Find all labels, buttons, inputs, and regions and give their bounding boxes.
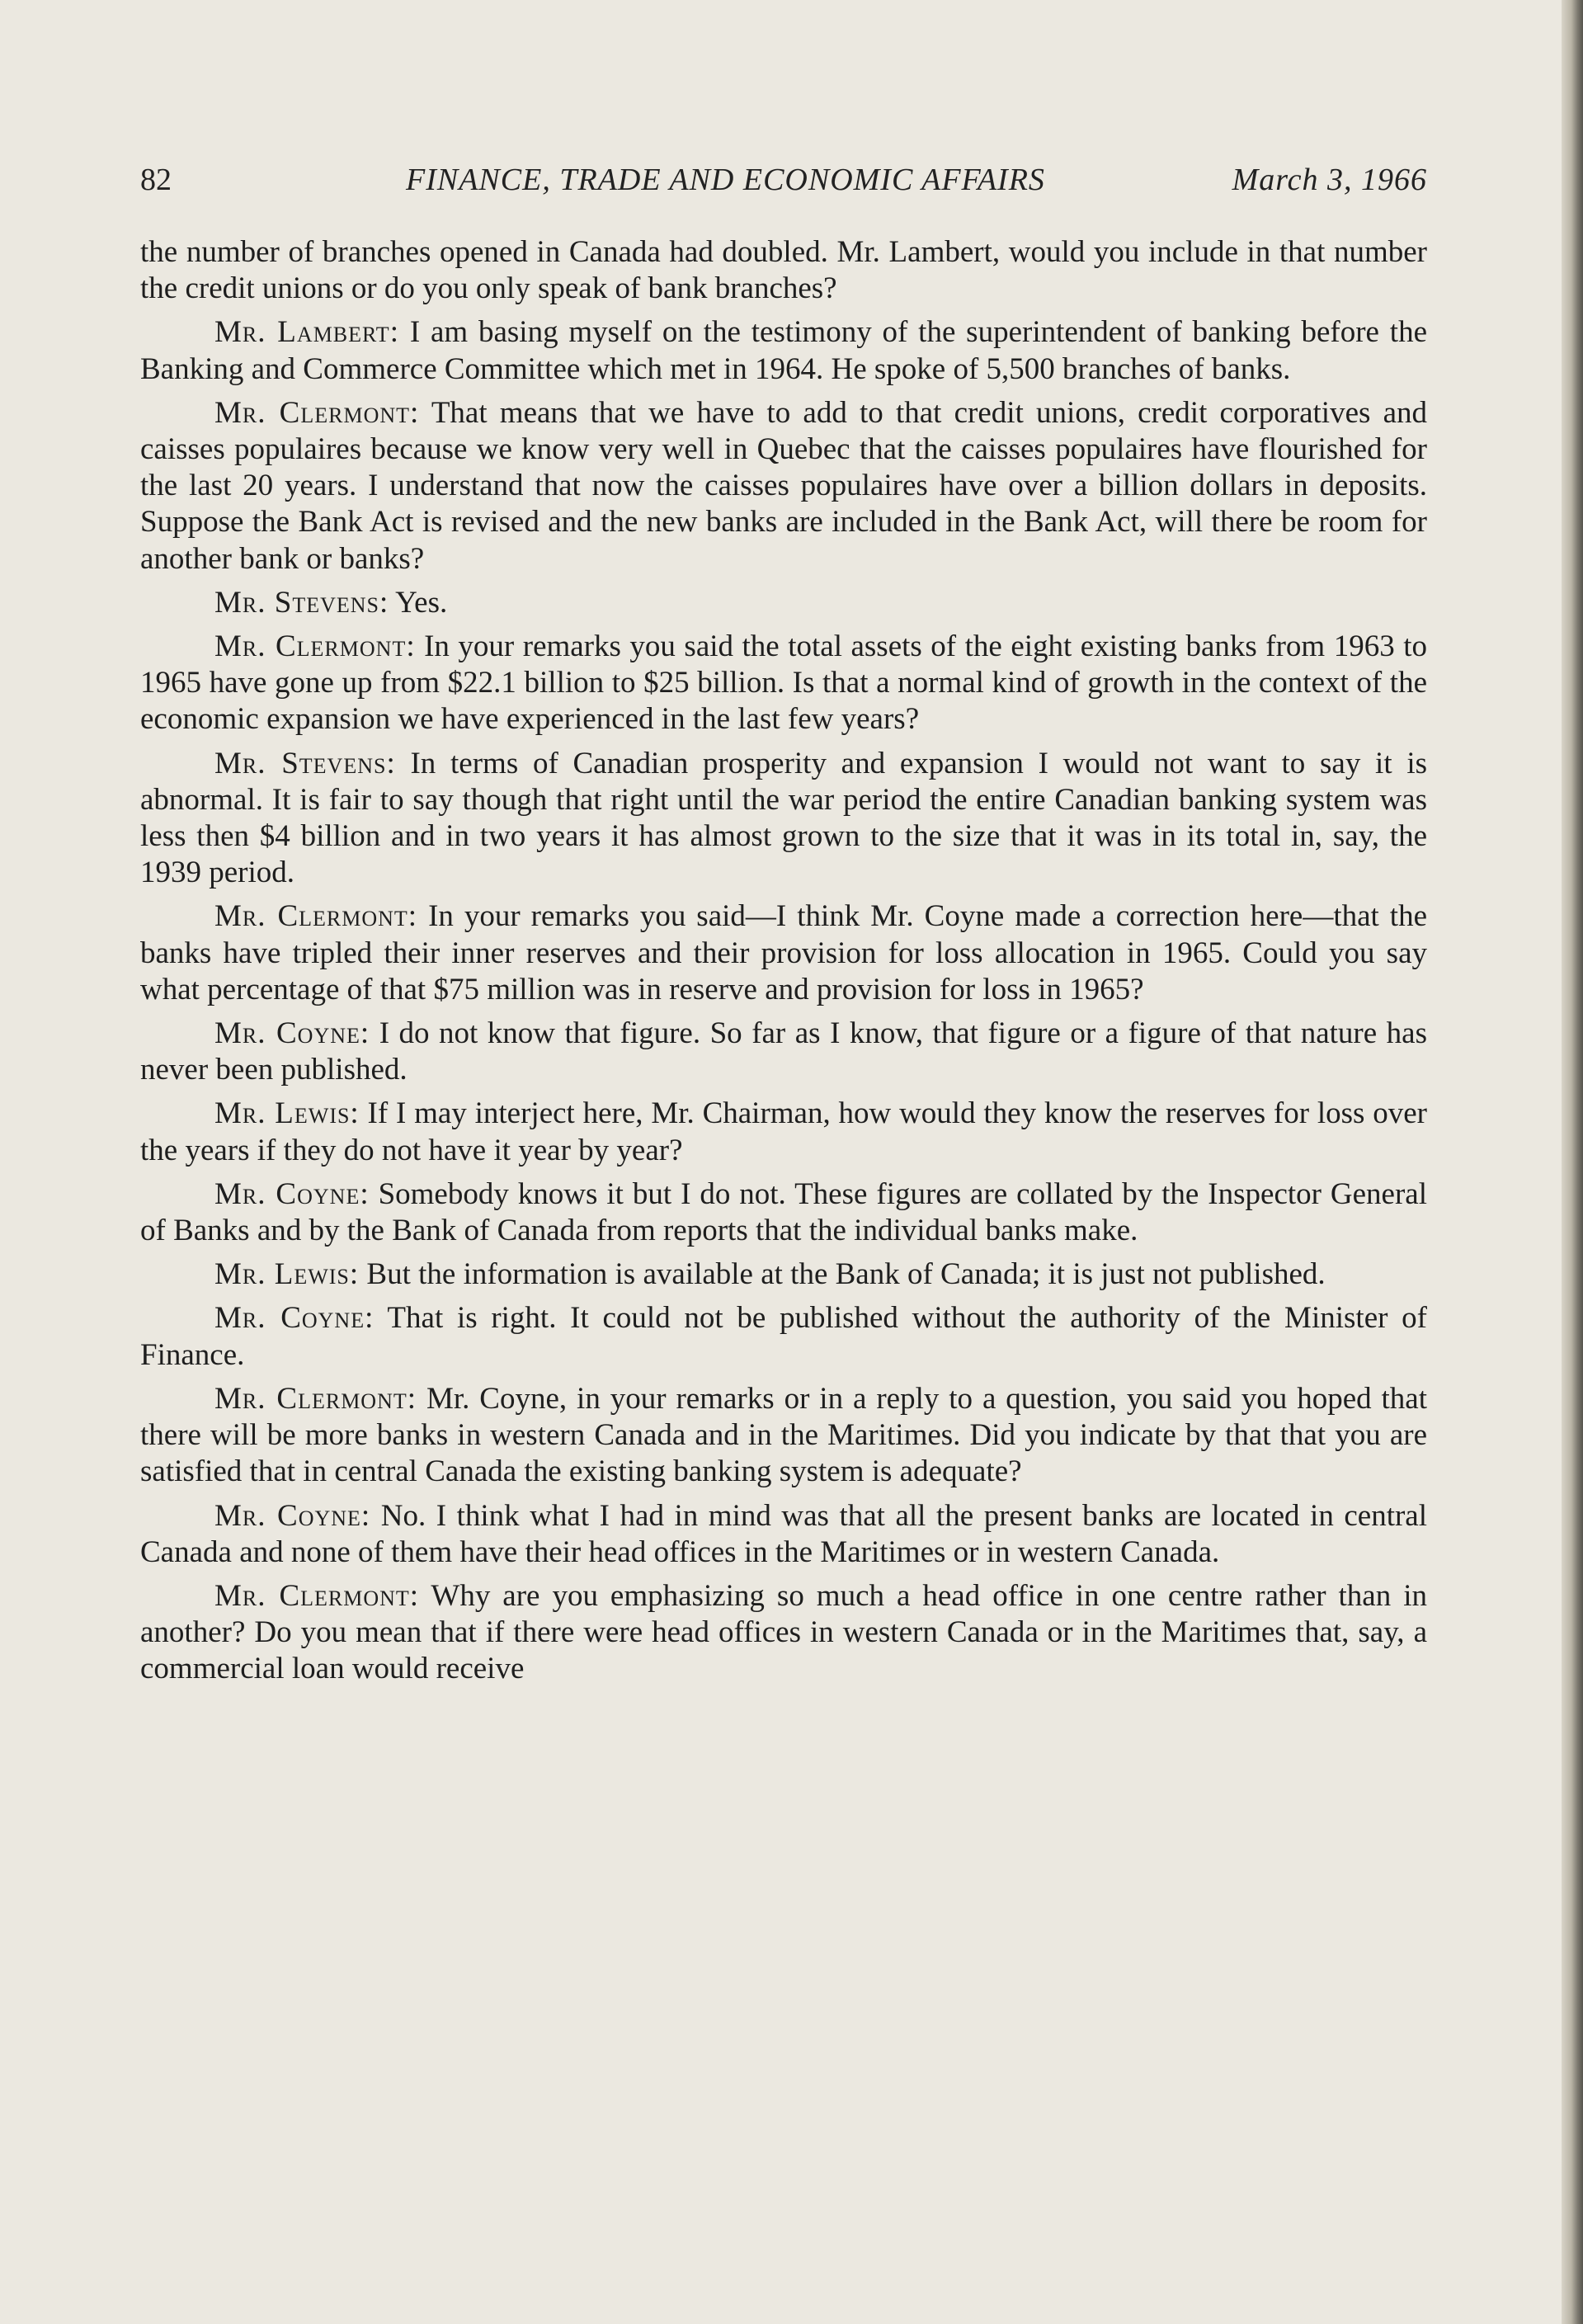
paragraph-text: I do not know that figure. So far as I know, that figure or a figure of that nature has never been published. <box>140 1016 1427 1087</box>
paragraph-text: No. I think what I had in mind was that all the present banks are located in central Canada and none of them have their head offices in the Maritimes or in western Canada. <box>140 1498 1428 1569</box>
paragraph <box>140 585 1427 621</box>
paragraph <box>140 746 1427 892</box>
speaker-name: Mr. Coyne: <box>214 1498 371 1533</box>
speaker-name: Mr. Stevens: <box>214 585 389 620</box>
page-number: 82 <box>140 163 172 197</box>
paragraph-text: Somebody knows it but I do not. These figures are collated by the Inspector General of Banks and by the Bank of Canada from reports that the individual banks make. <box>140 1176 1427 1248</box>
paragraph-text: That means that we have to add to that credit unions, credit corporatives and caisses populaires because we know very well in Quebec that the caisses populaires have flourished for the last 20 years. I understand that now the caisses populaires have over a billion dollars in deposits. Suppose the Bank Act is revised and the new banks are included in the Bank Act, will there be room for another bank or banks? <box>140 395 1428 576</box>
paragraph-text: Yes. <box>395 585 448 620</box>
header-date: March 3, 1966 <box>1232 163 1427 197</box>
speaker-name: Mr. Lewis: <box>214 1257 360 1292</box>
paragraph <box>140 1300 1427 1373</box>
transcript-body <box>140 234 1427 1695</box>
speaker-name: Mr. Clermont: <box>214 1578 420 1613</box>
paragraph <box>140 395 1427 577</box>
paragraph-text: Why are you emphasizing so much a head office in one centre rather than in another? Do you mean that if there were head offices in western Canada or in the Maritimes that, say, a commercial loan would receive <box>140 1578 1427 1686</box>
paragraph <box>140 1096 1427 1168</box>
page-header <box>140 162 1427 203</box>
paragraph <box>140 629 1427 738</box>
speaker-name: Mr. Lewis: <box>214 1096 360 1131</box>
paragraph-text: In terms of Canadian prosperity and expansion I would not want to say it is abnormal. It is fair to say though that right until the war period the entire Canadian banking system was less then $4 billion and in two years it has almost grown to the size that it was in its total in, say, the 1939 period. <box>140 746 1428 890</box>
paragraph <box>140 1016 1427 1088</box>
paragraph-text: the number of branches opened in Canada had doubled. Mr. Lambert, would you include in that number the credit unions or do you only speak of bank branches? <box>140 235 1427 306</box>
paragraph <box>140 898 1427 1008</box>
speaker-name: Mr. Clermont: <box>214 1381 417 1416</box>
paragraph <box>140 1176 1427 1249</box>
paragraph-text: If I may interject here, Mr. Chairman, how would they know the reserves for loss over the years if they do not have it year by year? <box>140 1096 1427 1167</box>
paragraph-text: In your remarks you said the total assets of the eight existing banks from 1963 to 1965 have gone up from $22.1 billion to $25 billion. Is that a normal kind of growth in the context of the economic expansion we have experienced in the last few years? <box>140 629 1427 737</box>
paragraph-text: But the information is available at the Bank of Canada; it is just not published. <box>366 1257 1326 1292</box>
speaker-name: Mr. Clermont: <box>214 395 420 430</box>
paragraph <box>140 1256 1427 1293</box>
speaker-name: Mr. Lambert: <box>214 315 399 350</box>
speaker-name: Mr. Coyne: <box>214 1016 370 1051</box>
page-edge <box>1562 0 1583 2324</box>
paragraph-text: I am basing myself on the testimony of the superintendent of banking before the Banking and Commerce Committee which met in 1964. He spoke of 5,500 branches of banks. <box>140 315 1428 386</box>
speaker-name: Mr. Clermont: <box>214 899 418 934</box>
speaker-name: Mr. Clermont: <box>214 629 416 664</box>
paragraph <box>140 1381 1427 1491</box>
paragraph-text: In your remarks you said—I think Mr. Coyne made a correction here—that the banks have tripled their inner reserves and their provision for loss allocation in 1965. Could you say what percentage of that $75 million was in reserve and provision for loss in 1965? <box>140 899 1428 1006</box>
paragraph-text: That is right. It could not be published without the authority of the Minister of Finance. <box>140 1301 1427 1372</box>
paragraph-text: Mr. Coyne, in your remarks or in a reply to a question, you said you hoped that there will be more banks in western Canada and in the Maritimes. Did you indicate by that that you are satisfied that in central Canada the existing banking system is adequate? <box>140 1381 1428 1489</box>
paragraph <box>140 1578 1427 1688</box>
running-title: FINANCE, TRADE AND ECONOMIC AFFAIRS <box>406 163 1045 197</box>
paragraph <box>140 314 1427 387</box>
paragraph <box>140 234 1427 307</box>
paragraph <box>140 1498 1427 1571</box>
speaker-name: Mr. Coyne: <box>214 1176 370 1211</box>
speaker-name: Mr. Coyne: <box>214 1301 375 1336</box>
speaker-name: Mr. Stevens: <box>214 746 396 780</box>
